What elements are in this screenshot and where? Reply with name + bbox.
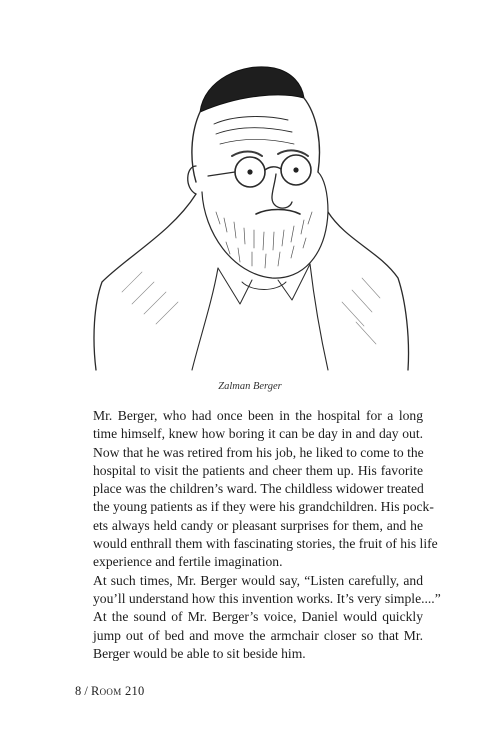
text-line: At such times, Mr. Berger would say, “Listen carefully, and: [93, 572, 423, 588]
text-line: place was the children’s ward. The childless widower treated: [93, 481, 424, 497]
text-line: ets always held candy or pleasant surprises for them, and he: [93, 517, 423, 533]
text-line: Mr. Berger, who had once been in the hospital for a long: [93, 408, 423, 423]
text-line: experience and fertile imagination.: [93, 554, 283, 570]
page-footer: [75, 684, 145, 699]
text-line: time himself, knew how boring it can be day in and day out.: [93, 426, 423, 442]
paragraph: [75, 407, 438, 572]
body-text: [75, 407, 441, 663]
paragraph: [75, 572, 441, 609]
text-line: Now that he was retired from his job, he liked to come to the: [93, 444, 424, 460]
text-line: would enthrall them with fascinating stories, the fruit of his life: [93, 536, 438, 552]
text-line: hospital to visit the patients and cheer them up. His favorite: [93, 462, 423, 478]
text-line: At the sound of Mr. Berger’s voice, Daniel would quickly: [93, 609, 423, 625]
text-line: jump out of bed and move the armchair closer so that Mr.: [93, 627, 423, 643]
text-line: you’ll understand how this invention works. It’s very simple....”: [93, 590, 441, 606]
text-line: Berger would be able to sit beside him.: [93, 645, 306, 661]
page-number: 8: [75, 684, 82, 698]
illustration-caption: Zalman Berger: [218, 381, 282, 392]
portrait-illustration: [92, 42, 410, 372]
paragraph: [75, 608, 423, 663]
text-line: the young patients as if they were his grandchildren. His pock-: [93, 499, 434, 515]
footer-separator: /: [84, 684, 88, 698]
running-title: Room 210: [90, 684, 145, 698]
